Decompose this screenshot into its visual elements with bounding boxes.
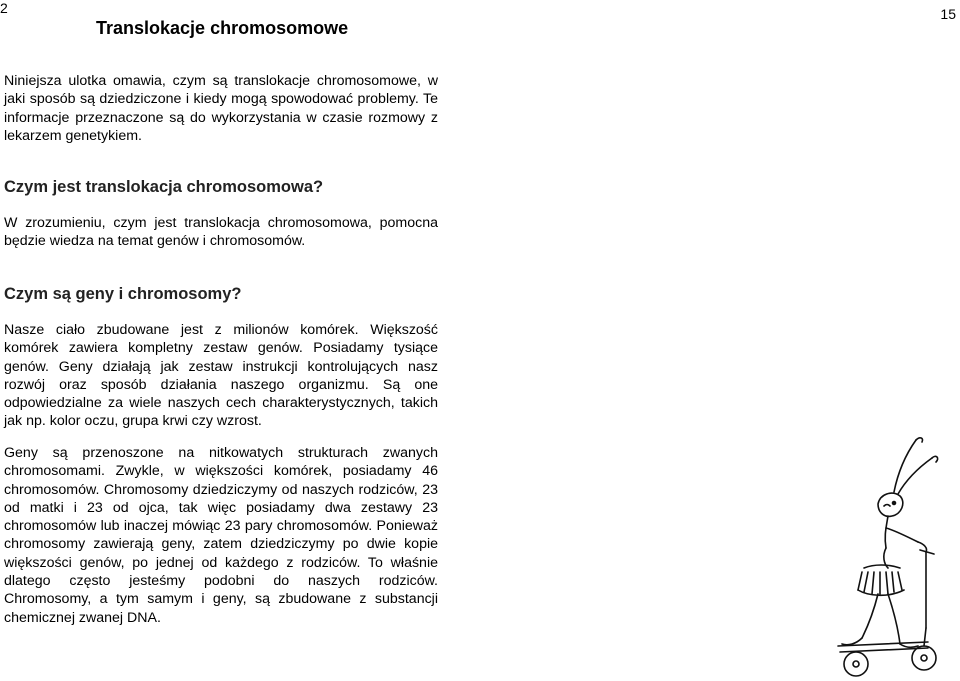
- intro-paragraph: Niniejsza ulotka omawia, czym są translokacje chromosomowe, w jaki sposób są dziedziczone i kiedy mogą spowodować problemy. Te informacje przeznaczone są do wykorzystania w czasie rozmowy z lekarzem genetykiem.: [4, 73, 438, 144]
- section2-heading: Czym są geny i chromosomy?: [4, 285, 242, 303]
- section1-body: [4, 214, 438, 251]
- section2-heading-wrap: [4, 285, 438, 304]
- section1-heading-wrap: [4, 178, 438, 197]
- section2-body-1: [4, 321, 438, 431]
- intro-section: [4, 72, 438, 145]
- scooter-figure-sketch-icon: [828, 432, 948, 681]
- section2-paragraph-2: Geny są przenoszone na nitkowatych strukturach zwanych chromosomami. Zwykle, w większości komórek, posiadamy 46 chromosomów. Chromosomy dziedziczymy od naszych rodziców, 23 od matki i 23 od ojca, tak więc posiadamy dwa zestawy 23 chromosomów lub inaczej mówiąc 23 pary chromosomów. Ponieważ chromosomy zawierają geny, zatem dziedziczymy po dwie kopie większości genów, po jednej od każdego z rodziców. To właśnie dlatego często jesteśmy podobni do naszych rodziców. Chromosomy, a tym samym i geny, są zbudowane z substancji chemicznej zwanej DNA.: [4, 445, 438, 626]
- section2-paragraph-1: Nasze ciało zbudowane jest z milionów komórek. Większość komórek zawiera kompletny zestaw genów. Posiadamy tysiące genów. Geny działają jak zestaw instrukcji kontrolujących nasz rozwój oraz sposób działania naszego organizmu. Są one odpowiedzialne za wiele naszych cech charakterystycznych, takich jak np. kolor oczu, grupa krwi czy wzrost.: [4, 322, 438, 430]
- page-number-right: 15: [940, 6, 956, 22]
- section2-body-2: [4, 444, 438, 627]
- section1-paragraph: W zrozumieniu, czym jest translokacja chromosomowa, pomocna będzie wiedza na temat genów i chromosomów.: [4, 215, 438, 250]
- section1-heading: Czym jest translokacja chromosomowa?: [4, 178, 324, 196]
- page-title: Translokacje chromosomowe: [96, 18, 349, 38]
- page-number-left: 2: [0, 0, 8, 16]
